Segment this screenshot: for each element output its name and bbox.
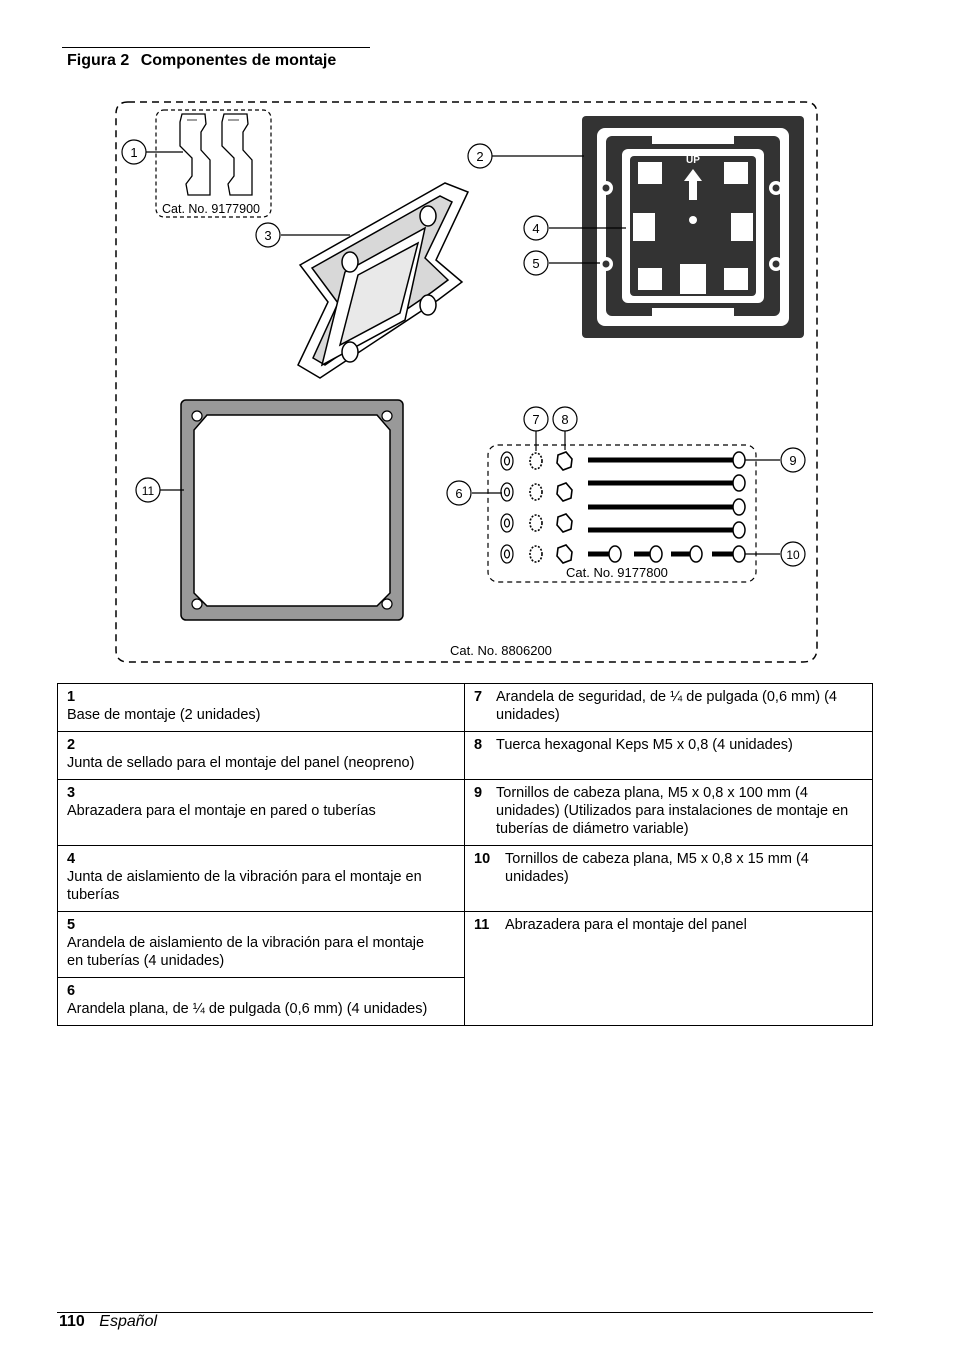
short-screw-icon — [588, 546, 745, 562]
legend-num: 5 — [67, 917, 76, 933]
cat-label-kit: Cat. No. 8806200 — [450, 643, 552, 658]
legend-num: 6 — [67, 983, 76, 999]
legend-cell — [465, 912, 873, 1026]
legend-num: 1 — [67, 689, 76, 705]
callout-8: 8 — [561, 412, 569, 427]
legend-text: Tuerca hexagonal Keps M5 x 0,8 (4 unidades) — [496, 737, 793, 753]
legend-cell — [465, 684, 873, 732]
legend-text: Abrazadera para el montaje del panel — [505, 917, 747, 933]
page-footer — [59, 1313, 157, 1331]
up-label: UP — [686, 155, 700, 166]
cat-label-clips: Cat. No. 9177900 — [162, 202, 260, 216]
legend-num: 2 — [67, 737, 76, 753]
table-row — [58, 684, 873, 732]
hardware-boundary — [488, 445, 756, 582]
footer-rule — [57, 1312, 873, 1313]
figure-caption: Componentes de montaje — [140, 52, 337, 69]
clips-boundary — [156, 110, 271, 217]
legend-cell — [465, 732, 873, 780]
table-row — [58, 732, 873, 780]
legend-text: Tornillos de cabeza plana, M5 x 0,8 x 100 mm (4 unidades) (Utilizados para instalaciones de montaje en tuberías de diámetro variable) — [496, 785, 849, 837]
legend-text: Junta de aislamiento de la vibración para el montaje en tuberías — [67, 869, 422, 903]
table-row — [58, 912, 873, 978]
callout-7: 7 — [532, 412, 540, 427]
callout-11: 11 — [141, 484, 155, 498]
callout-1: 1 — [130, 145, 138, 160]
figure-number: Figura 2 — [67, 52, 130, 69]
legend-num: 7 — [474, 689, 483, 705]
page-number: 110 — [59, 1313, 85, 1330]
legend-cell — [58, 912, 465, 978]
table-row — [58, 846, 873, 912]
legend-text: Arandela de aislamiento de la vibración para el montaje en tuberías (4 unidades) — [67, 935, 425, 969]
legend-num: 4 — [67, 851, 76, 867]
table-row — [58, 780, 873, 846]
legend-cell — [58, 684, 465, 732]
callout-6: 6 — [455, 486, 463, 501]
callout-10: 10 — [786, 548, 800, 562]
legend-text: Tornillos de cabeza plana, M5 x 0,8 x 15 mm (4 unidades) — [505, 851, 809, 885]
legend-num: 8 — [474, 737, 483, 753]
legend-cell — [58, 846, 465, 912]
legend-cell — [58, 732, 465, 780]
legend-num: 9 — [474, 785, 483, 801]
footer-language: Español — [99, 1313, 158, 1330]
legend-text: Arandela plana, de ¼ de pulgada (0,6 mm) (4 unidades) — [67, 1001, 428, 1017]
legend-cell — [58, 978, 465, 1026]
mounting-base-icon — [582, 116, 804, 338]
legend-cell — [465, 846, 873, 912]
clip-icon — [180, 114, 252, 195]
legend-text: Arandela de seguridad, de ¼ de pulgada (0,6 mm) (4 unidades) — [496, 689, 837, 723]
panel-frame-icon — [181, 400, 403, 620]
legend-table — [57, 683, 873, 1026]
legend-num: 10 — [474, 851, 491, 867]
long-screw-icon — [588, 452, 745, 538]
legend-cell — [58, 780, 465, 846]
lock-washer-icon — [530, 453, 542, 562]
legend-num: 11 — [474, 917, 490, 933]
callout-4: 4 — [532, 221, 540, 236]
cat-label-hardware: Cat. No. 9177800 — [566, 565, 668, 580]
legend-cell — [465, 780, 873, 846]
callout-3: 3 — [264, 228, 272, 243]
callout-5: 5 — [532, 256, 540, 271]
legend-text: Abrazadera para el montaje en pared o tuberías — [67, 803, 376, 819]
legend-text: Base de montaje (2 unidades) — [67, 707, 261, 723]
callout-2: 2 — [476, 149, 484, 164]
legend-text: Junta de sellado para el montaje del panel (neopreno) — [67, 755, 415, 771]
callout-9: 9 — [789, 453, 797, 468]
hex-nut-icon — [557, 452, 572, 563]
legend-num: 3 — [67, 785, 76, 801]
bracket-icon — [298, 183, 468, 378]
flat-washer-icon — [501, 452, 513, 563]
